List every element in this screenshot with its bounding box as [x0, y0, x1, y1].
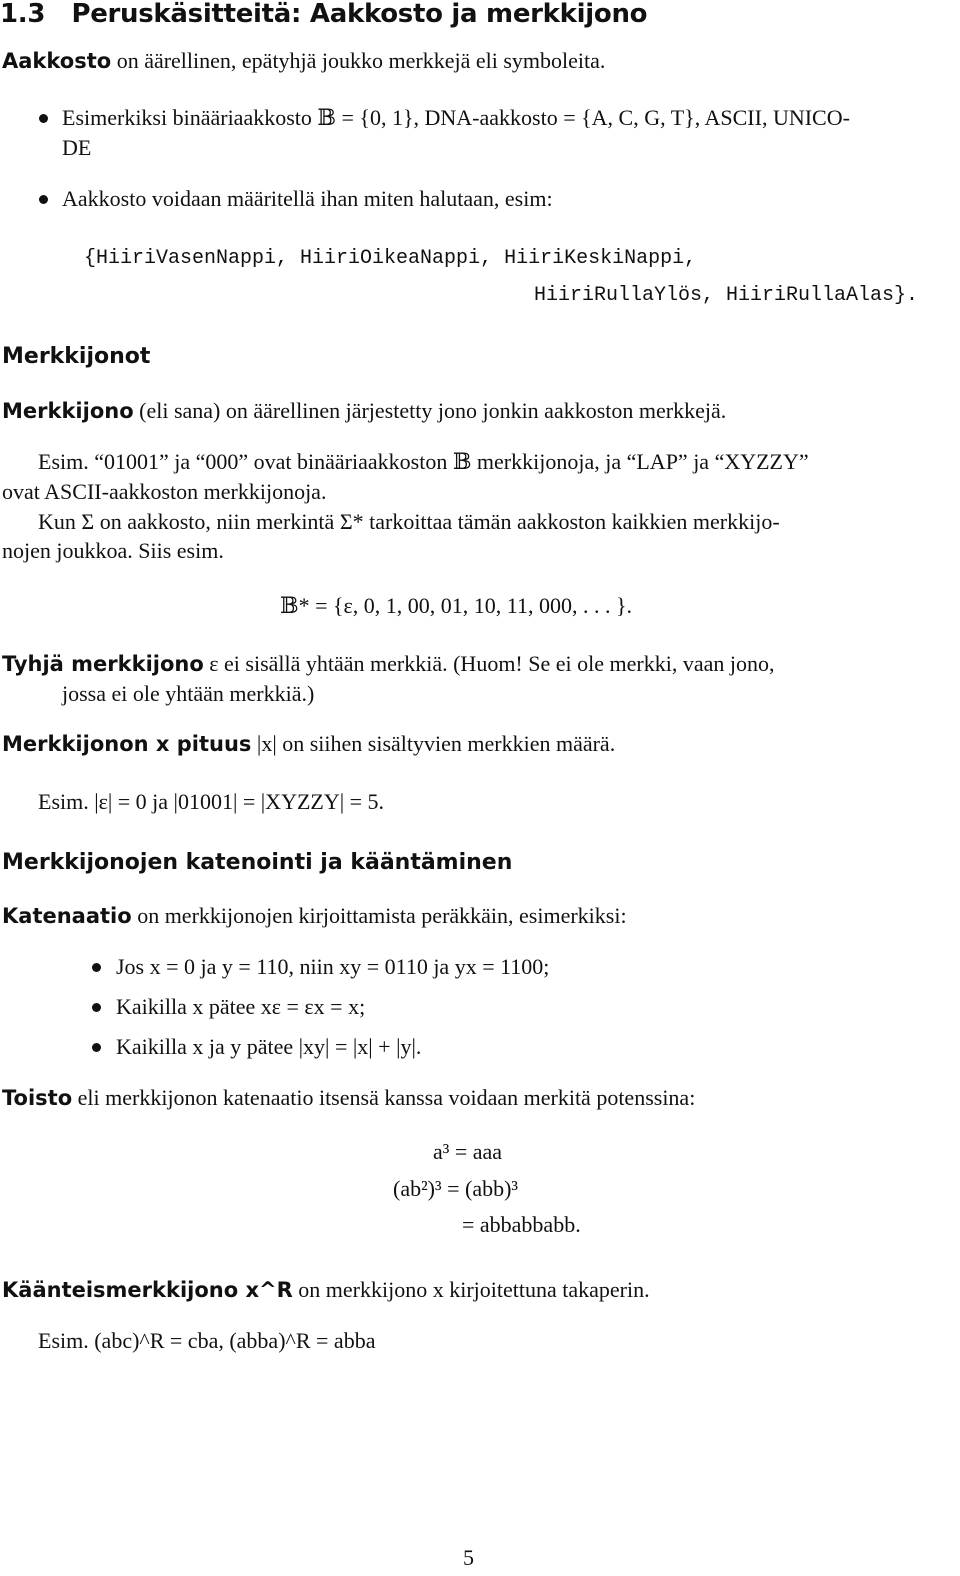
- length-definition: [2, 730, 615, 758]
- bullet-icon: [92, 1043, 101, 1052]
- katenaatio-bullet-1: Jos x = 0 ja y = 110, niin xy = 0110 ja yx = 1100;: [116, 954, 550, 979]
- katenointi-heading: Merkkijonojen katenointi ja kääntäminen: [2, 850, 513, 875]
- alphabet-set-line-1: {HiiriVasenNappi, HiiriOikeaNappi, HiiriKeskiNappi,: [84, 247, 697, 270]
- bullet-icon: [92, 963, 101, 972]
- katenaatio-definition-text: on merkkijonojen kirjoittamista peräkkäin, esimerkiksi:: [137, 903, 627, 928]
- aakkosto-bullet-1-line-2: DE: [62, 135, 92, 160]
- kleene-line-2: nojen joukkoa. Siis esim.: [2, 538, 224, 563]
- power-equation-1: a³ = aaa: [433, 1139, 503, 1164]
- kleene-example-equation: 𝔹* = {ε, 0, 1, 00, 01, 10, 11, 000, . . . }.: [280, 593, 633, 618]
- merkkijono-definition: [2, 397, 726, 425]
- merkkijono-example-line-2: ovat ASCII-aakkoston merkkijonoja.: [2, 479, 327, 504]
- reverse-term: Käänteismerkkijono x^R: [2, 1278, 293, 1302]
- katenaatio-bullet-2: Kaikilla x pätee xε = εx = x;: [116, 994, 366, 1019]
- aakkosto-definition-text: on äärellinen, epätyhjä joukko merkkejä eli symboleita.: [116, 48, 606, 73]
- empty-string-definition-line-2: jossa ei ole yhtään merkkiä.): [62, 681, 315, 706]
- length-term: Merkkijonon x pituus: [2, 732, 252, 756]
- length-definition-text: |x| on siihen sisältyvien merkkien määrä.: [256, 731, 616, 756]
- toisto-term: Toisto: [2, 1086, 73, 1110]
- section-number: 1.3: [0, 0, 46, 29]
- aakkosto-term: Aakkosto: [2, 49, 112, 73]
- bullet-icon: [39, 114, 48, 123]
- reverse-definition-text: on merkkijono x kirjoitettuna takaperin.: [298, 1277, 650, 1302]
- power-equation-3: = abbabbabb.: [462, 1212, 581, 1237]
- length-example: Esim. |ε| = 0 ja |01001| = |XYZZY| = 5.: [38, 789, 385, 814]
- empty-string-term: Tyhjä merkkijono: [2, 652, 204, 676]
- empty-string-definition-text: ε ei sisällä yhtään merkkiä. (Huom! Se ei ole merkki, vaan jono,: [209, 651, 775, 676]
- katenaatio-definition: [2, 902, 627, 930]
- kleene-line-1: Kun Σ on aakkosto, niin merkintä Σ* tarkoittaa tämän aakkoston kaikkien merkkijo-: [38, 509, 780, 534]
- aakkosto-bullet-2: Aakkosto voidaan määritellä ihan miten halutaan, esim:: [62, 186, 553, 211]
- bullet-icon: [92, 1003, 101, 1012]
- katenaatio-term: Katenaatio: [2, 904, 132, 928]
- merkkijono-definition-text: (eli sana) on äärellinen järjestetty jono jonkin aakkoston merkkejä.: [139, 398, 727, 423]
- power-equation-2: (ab²)³ = (abb)³: [393, 1176, 519, 1201]
- page-number: 5: [463, 1545, 474, 1570]
- aakkosto-bullet-1-line-1: Esimerkiksi binääriaakkosto 𝔹 = {0, 1}, DNA-aakkosto = {A, C, G, T}, ASCII, UNICO-: [62, 105, 850, 130]
- toisto-definition-text: eli merkkijonon katenaatio itsensä kanssa voidaan merkitä potenssina:: [77, 1085, 696, 1110]
- aakkosto-definition: [2, 47, 605, 75]
- section-heading: [0, 0, 647, 30]
- reverse-definition: [2, 1276, 650, 1304]
- katenaatio-bullet-3: Kaikilla x ja y pätee |xy| = |x| + |y|.: [116, 1034, 422, 1059]
- alphabet-set-line-2: HiiriRullaYlös, HiiriRullaAlas}.: [534, 284, 919, 307]
- section-title: Peruskäsitteitä: Aakkosto ja merkkijono: [71, 0, 648, 29]
- merkkijonot-heading: Merkkijonot: [2, 344, 151, 369]
- toisto-definition: [2, 1084, 695, 1112]
- empty-string-definition: [2, 650, 774, 678]
- reverse-example: Esim. (abc)^R = cba, (abba)^R = abba: [38, 1328, 376, 1353]
- merkkijono-term: Merkkijono: [2, 399, 134, 423]
- bullet-icon: [39, 195, 48, 204]
- merkkijono-example-line-1: Esim. “01001” ja “000” ovat binääriaakkoston 𝔹 merkkijonoja, ja “LAP” ja “XYZZY”: [38, 449, 809, 474]
